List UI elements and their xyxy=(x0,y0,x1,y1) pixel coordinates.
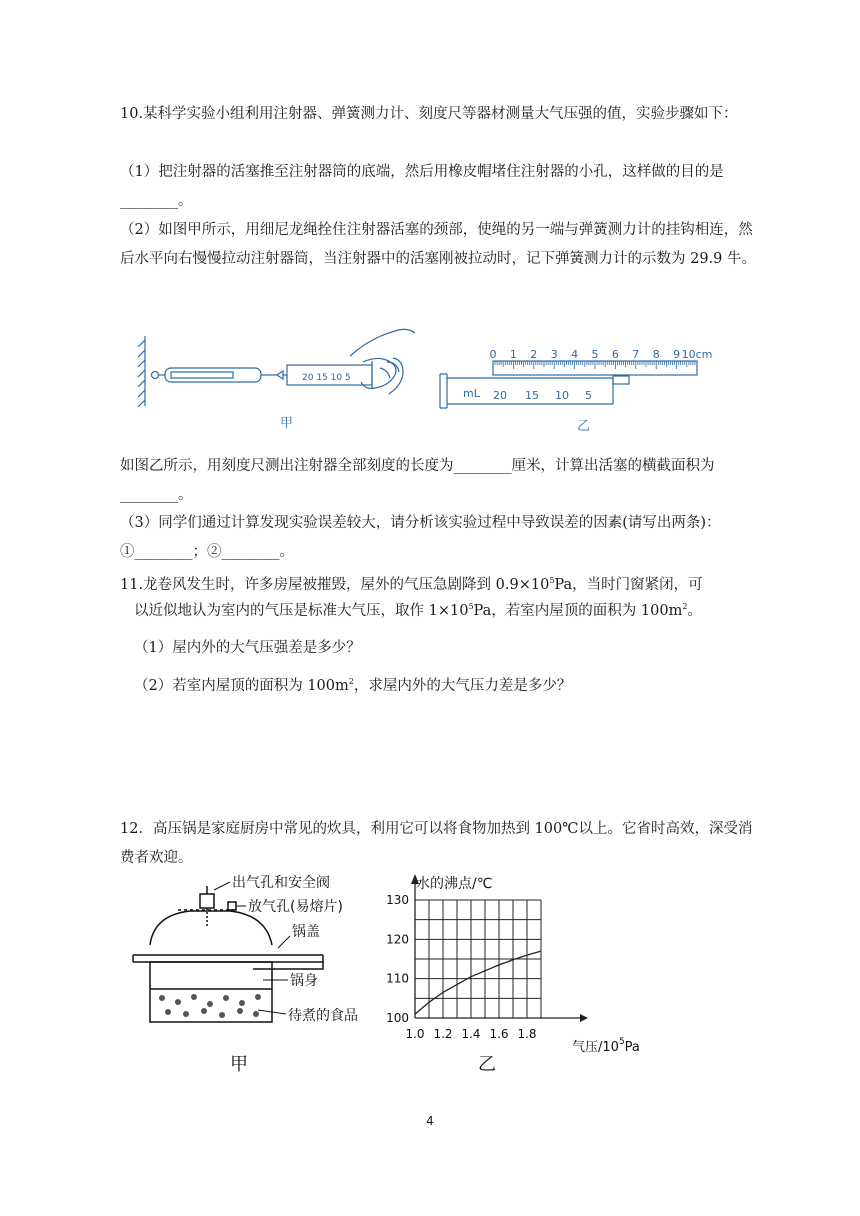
ruler-tick-label: 7 xyxy=(632,348,640,361)
ruler-tick-label: 6 xyxy=(611,348,619,361)
figure-b-label: 乙 xyxy=(577,419,591,434)
x-tick-labels xyxy=(405,1027,536,1041)
ruler-tick-label: 9 xyxy=(673,348,681,361)
ruler-tick-label: 0 xyxy=(489,348,497,361)
ruler-tick-labels xyxy=(490,348,713,361)
syringe-scale-label: 20 15 10 5 xyxy=(302,373,351,383)
q11-line1: 11.龙卷风发生时，许多房屋被摧毁，屋外的气压急剧降到 $0.9\times 10^5Pa$，当时门窗紧闭，可 xyxy=(120,576,703,593)
figure-chart-label: 乙 xyxy=(478,1054,496,1075)
label-release-hole: 放气孔(易熔片) xyxy=(248,899,343,915)
syringe-ml-tick: 5 xyxy=(585,389,592,402)
x-tick-label: 1.0 xyxy=(405,1027,425,1041)
x-axis-label: 气压$/10^5Pa$ xyxy=(572,1037,640,1055)
y-tick-label: 120 xyxy=(386,932,409,947)
syringe-ml-tick: 20 xyxy=(493,389,507,402)
y-tick-label: 100 xyxy=(386,1011,409,1025)
y-tick-labels xyxy=(386,893,409,1025)
q10-step3: （3）同学们通过计算发现实验误差较大，请分析该实验过程中导致误差的因素(请写出两条)：①________；②________。 xyxy=(120,515,721,560)
ruler-tick-label: 3 xyxy=(550,348,558,361)
q11-sub1: （1）屋内外的大气压强差是多少？ xyxy=(134,640,361,656)
page-number: 4 xyxy=(426,1114,434,1128)
ruler-tick-label: 1 xyxy=(509,348,517,361)
ruler-tick-label: 5 xyxy=(591,348,599,361)
q10-step2b: 如图乙所示，用刻度尺测出注射器全部刻度的长度为________厘米，计算出活塞的横截面积为________。 xyxy=(120,458,715,503)
chart-grid xyxy=(415,900,541,1018)
label-food: 待煮的食品 xyxy=(288,1008,358,1024)
x-tick-label: 1.2 xyxy=(433,1027,453,1041)
q10-step2: （2）如图甲所示，用细尼龙绳拴住注射器活塞的颈部，使绳的另一端与弹簧测力计的挂钩相连，然后水平向右慢慢拉动注射器筒，当注射器中的活塞刚被拉动时，记下弹簧测力计的示数为 29.9 牛。 xyxy=(120,222,756,267)
figure-a-label: 甲 xyxy=(280,416,294,431)
label-lid: 锅盖 xyxy=(292,924,320,940)
syringe-ml-tick: 10 xyxy=(555,389,569,402)
figure-pressure-cooker xyxy=(128,870,378,1030)
x-tick-label: 1.8 xyxy=(517,1027,537,1041)
syringe-ml-tick-labels xyxy=(493,389,592,402)
y-tick-label: 130 xyxy=(386,893,409,907)
q11-line2: 以近似地认为室内的气压是标准大气压，取作 $1\times 10^5Pa$，若室内屋顶的面积为 $100m^2$。 xyxy=(134,602,702,619)
boiling-point-chart xyxy=(380,870,670,1070)
y-tick-label: 110 xyxy=(386,971,409,986)
ruler-tick-label: 8 xyxy=(652,348,660,361)
q10-step1: （1）把注射器的活塞推至注射器筒的底端，然后用橡皮帽堵住注射器的小孔，这样做的目的是________。 xyxy=(120,164,724,209)
q11-sub2: （2）若室内屋顶的面积为 $100m^2$，求屋内外的大气压力差是多少？ xyxy=(134,677,572,694)
figure-spring-syringe xyxy=(135,328,435,413)
label-body: 锅身 xyxy=(290,973,318,989)
y-axis-label: 水的沸点/℃ xyxy=(416,876,493,892)
syringe-ml-label: mL xyxy=(463,387,480,400)
q10-intro: 10.某科学实验小组利用注射器、弹簧测力计、刻度尺等器材测量大气压强的值，实验步骤如下： xyxy=(120,106,738,122)
label-vent-valve: 出气孔和安全阀 xyxy=(232,875,330,891)
q12-text: 12．高压锅是家庭厨房中常见的炊具，利用它可以将食物加热到 100℃以上。它省时高效，深受消费者欢迎。 xyxy=(120,821,753,866)
ruler-tick-label: 2 xyxy=(530,348,538,361)
x-tick-label: 1.4 xyxy=(461,1027,481,1041)
ruler-tick-label: 4 xyxy=(571,348,579,361)
syringe-ml-tick: 15 xyxy=(525,389,539,402)
x-tick-label: 1.6 xyxy=(489,1027,509,1041)
figure-cooker-label: 甲 xyxy=(230,1054,248,1075)
figure-ruler-syringe xyxy=(435,346,725,416)
ruler-tick-label: 10cm xyxy=(681,348,713,361)
series-line-boiling-point xyxy=(415,951,541,1014)
